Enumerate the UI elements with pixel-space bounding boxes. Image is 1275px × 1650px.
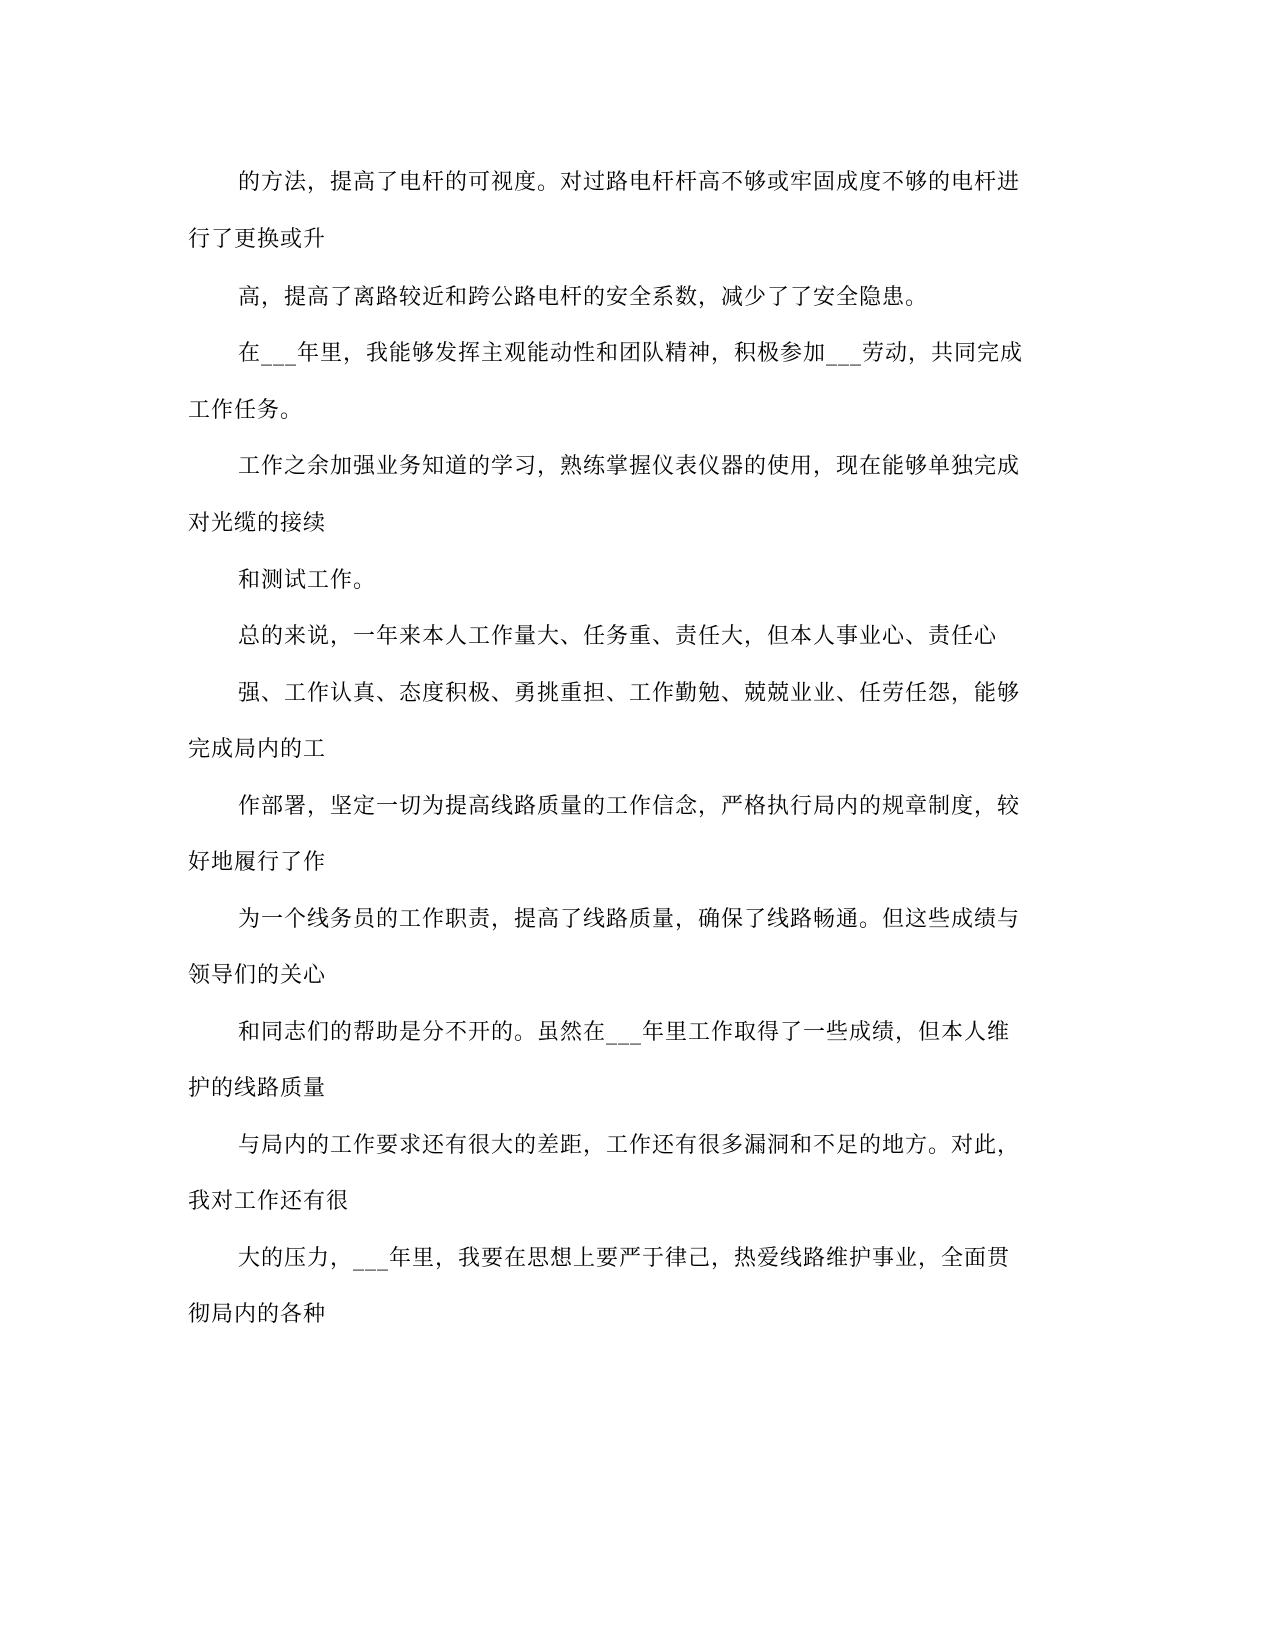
text-line: 工作任务。 bbox=[188, 398, 304, 423]
text-line: 对光缆的接续 bbox=[188, 511, 327, 536]
text-line: 高，提高了离路较近和跨公路电杆的安全系数，减少了了安全隐患。 bbox=[238, 285, 929, 310]
text-line: 与局内的工作要求还有很大的差距，工作还有很多漏洞和不足的地方。对此， bbox=[238, 1133, 1021, 1158]
text-line: 完成局内的工 bbox=[188, 737, 327, 762]
text-line: 的方法，提高了电杆的可视度。对过路电杆杆高不够或牢固成度不够的电杆进 bbox=[238, 170, 1021, 195]
text-line: 大的压力，___年里，我要在思想上要严于律己，热爱线路维护事业，全面贯 bbox=[238, 1246, 1011, 1271]
text-line: 强、工作认真、态度积极、勇挑重担、工作勤勉、兢兢业业、任劳任怨，能够 bbox=[238, 681, 1021, 706]
text-line: 护的线路质量 bbox=[188, 1076, 327, 1101]
text-line: 在___年里，我能够发挥主观能动性和团队精神，积极参加___劳动，共同完成 bbox=[238, 341, 1024, 366]
text-line: 工作之余加强业务知道的学习，熟练掌握仪表仪器的使用，现在能够单独完成 bbox=[238, 454, 1021, 479]
text-line: 总的来说，一年来本人工作量大、任务重、责任大，但本人事业心、责任心 bbox=[238, 624, 998, 649]
text-line: 和测试工作。 bbox=[238, 568, 377, 593]
text-line: 领导们的关心 bbox=[188, 963, 327, 988]
text-line: 我对工作还有很 bbox=[188, 1189, 350, 1214]
text-line: 彻局内的各种 bbox=[188, 1302, 327, 1327]
text-line: 为一个线务员的工作职责，提高了线路质量，确保了线路畅通。但这些成绩与 bbox=[238, 907, 1021, 932]
text-line: 行了更换或升 bbox=[188, 227, 327, 252]
text-line: 作部署，坚定一切为提高线路质量的工作信念，严格执行局内的规章制度，较 bbox=[238, 794, 1021, 819]
text-line: 好地履行了作 bbox=[188, 850, 327, 875]
text-line: 和同志们的帮助是分不开的。虽然在___年里工作取得了一些成绩，但本人维 bbox=[238, 1020, 1011, 1045]
